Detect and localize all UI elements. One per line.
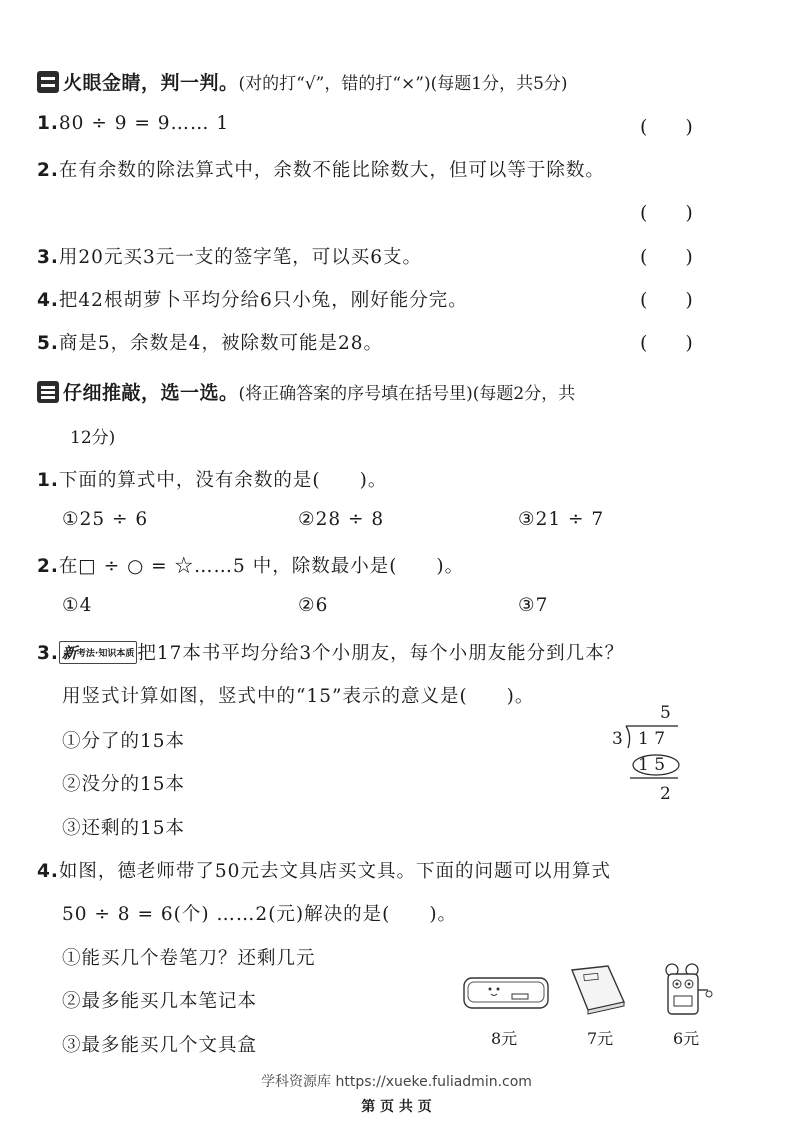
division-dividend: 1 7 <box>638 729 666 749</box>
division-product: 1 5 <box>638 755 666 775</box>
pencil-case-price: 8元 <box>491 1029 518 1048</box>
question-text: 商是5，余数是4，被除数可能是28。 <box>58 333 383 354</box>
answer-blank-3[interactable]: ( ) <box>640 246 693 268</box>
question-text: 80 ÷ 9 = 9…… 1 <box>58 113 230 134</box>
question-number: 2. <box>37 556 59 577</box>
option-c[interactable]: ③7 <box>518 595 549 616</box>
question-number: 1. <box>37 470 59 491</box>
pencil-sharpener-icon <box>662 960 714 1020</box>
footer-source: 学科资源库 https://xueke.fuliadmin.com <box>261 1074 532 1090</box>
answer-blank-2[interactable]: ( ) <box>640 202 693 224</box>
division-divisor: 3 <box>612 729 623 749</box>
question-text: 把42根胡萝卜平均分给6只小兔，刚好能分完。 <box>58 290 468 311</box>
answer-blank-1[interactable]: ( ) <box>640 116 693 138</box>
long-division-figure <box>604 700 694 810</box>
judge-question-5 <box>37 329 383 355</box>
option-b[interactable]: ②最多能买几本笔记本 <box>62 991 258 1012</box>
new-exam-tag <box>59 641 137 664</box>
question-text: 用20元买3元一支的签字笔，可以买6支。 <box>58 247 422 268</box>
choice-question-2 <box>37 552 464 578</box>
judge-question-2 <box>37 156 605 182</box>
section-2-note: (对的打“√”，错的打“×”)(每题1分，共5分) <box>238 74 568 94</box>
option-a[interactable]: ①分了的15本 <box>62 731 186 752</box>
choice-question-4 <box>37 857 611 883</box>
division-quotient: 5 <box>660 703 671 723</box>
new-tag-char: 新 <box>61 644 77 662</box>
pencil-case-icon <box>462 970 552 1020</box>
option-b[interactable]: ②6 <box>298 595 329 616</box>
section-2-number-icon <box>37 71 59 93</box>
question-number: 2. <box>37 160 59 181</box>
footer-page-number: 第 页 共 页 <box>361 1099 432 1115</box>
option-c[interactable]: ③21 ÷ 7 <box>518 509 605 530</box>
option-a[interactable]: ①4 <box>62 595 93 616</box>
judge-question-4 <box>37 286 468 312</box>
option-a[interactable]: ①25 ÷ 6 <box>62 509 149 530</box>
question-number: 3. <box>37 643 59 664</box>
question-text: 下面的算式中，没有余数的是( )。 <box>58 470 388 491</box>
notebook-price: 7元 <box>587 1029 614 1048</box>
question-text: 在有余数的除法算式中，余数不能比除数大，但可以等于除数。 <box>58 160 605 181</box>
section-3-note: (将正确答案的序号填在括号里)(每题2分，共 <box>238 384 576 404</box>
choice-question-1 <box>37 466 387 492</box>
question-4-text-2: 50 ÷ 8 = 6(个) ……2(元)解决的是( )。 <box>62 904 458 925</box>
section-3-note-cont: 12分) <box>70 428 116 448</box>
tag-label: 考法·知识本质 <box>76 649 135 659</box>
section-3-title: 仔细推敲，选一选。 <box>63 382 239 404</box>
notebook-icon <box>568 962 628 1018</box>
question-number: 5. <box>37 333 59 354</box>
question-number: 4. <box>37 861 59 882</box>
question-text: 把17本书平均分给3个小朋友，每个小朋友能分到几本？ <box>137 643 625 664</box>
question-3-text-2: 用竖式计算如图，竖式中的“15”表示的意义是( )。 <box>62 686 535 707</box>
answer-blank-4[interactable]: ( ) <box>640 289 693 311</box>
question-number: 1. <box>37 113 59 134</box>
question-number: 3. <box>37 247 59 268</box>
option-a[interactable]: ①能买几个卷笔刀？还剩几元 <box>62 948 316 969</box>
section-2-title: 火眼金睛，判一判。 <box>63 72 239 94</box>
option-c[interactable]: ③最多能买几个文具盒 <box>62 1035 258 1056</box>
question-text: 在□ ÷ ○ = ☆……5 中，除数最小是( )。 <box>58 556 465 577</box>
option-b[interactable]: ②没分的15本 <box>62 774 186 795</box>
option-b[interactable]: ②28 ÷ 8 <box>298 509 385 530</box>
judge-question-3 <box>37 243 422 269</box>
section-3-heading <box>37 378 575 405</box>
answer-blank-5[interactable]: ( ) <box>640 332 693 354</box>
section-3-number-icon <box>37 381 59 403</box>
pencil-sharpener-price: 6元 <box>673 1029 700 1048</box>
choice-question-3 <box>37 639 624 665</box>
question-number: 4. <box>37 290 59 311</box>
judge-question-1 <box>37 113 229 134</box>
option-c[interactable]: ③还剩的15本 <box>62 818 186 839</box>
question-text: 如图，德老师带了50元去文具店买文具。下面的问题可以用算式 <box>58 861 611 882</box>
section-2-heading <box>37 68 568 95</box>
division-remainder: 2 <box>660 784 671 804</box>
